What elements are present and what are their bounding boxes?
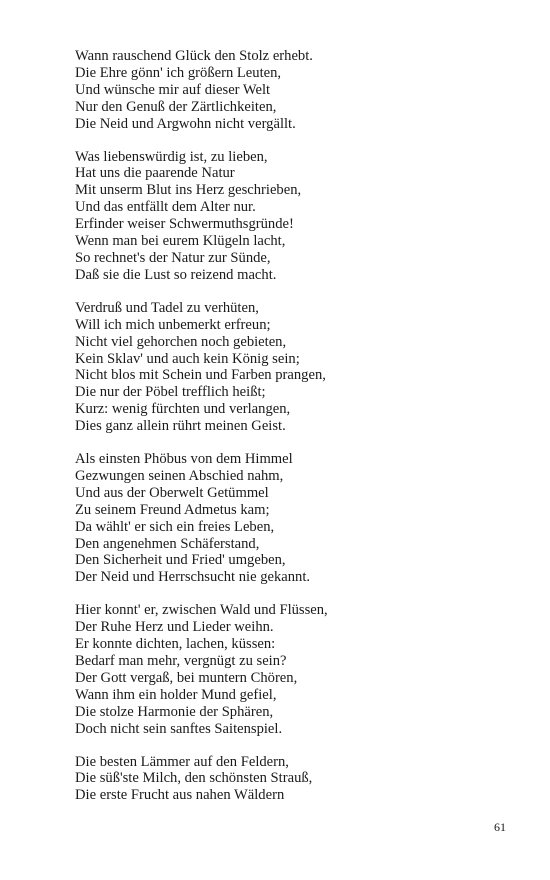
verse-line: Den Sicherheit und Fried' umgeben,	[75, 552, 286, 569]
page-number: 61	[494, 820, 506, 834]
verse-line: Und das entfällt dem Alter nur.	[75, 199, 256, 216]
stanza-5	[75, 602, 515, 737]
verse-line: Kurz: wenig fürchten und verlangen,	[75, 401, 291, 418]
stanza-4	[75, 451, 515, 586]
verse-line: Was liebenswürdig ist, zu lieben,	[75, 148, 268, 165]
verse-line: Verdruß und Tadel zu verhüten,	[75, 299, 259, 316]
verse-line: Erfinder weiser Schwermuthsgründe!	[75, 216, 294, 233]
poem-body	[75, 48, 515, 820]
verse-line: Die stolze Harmonie der Sphären,	[75, 703, 274, 720]
verse-line: Gezwungen seinen Abschied nahm,	[75, 467, 284, 484]
verse-line: Nur den Genuß der Zärtlichkeiten,	[75, 98, 277, 115]
verse-line: Die erste Frucht aus nahen Wäldern	[75, 787, 285, 804]
verse-line: Die Neid und Argwohn nicht vergällt.	[75, 115, 296, 132]
stanza-1	[75, 48, 515, 133]
verse-line: Und aus der Oberwelt Getümmel	[75, 484, 269, 501]
verse-line: Bedarf man mehr, vergnügt zu sein?	[75, 653, 287, 669]
stanza-2	[75, 149, 515, 284]
verse-line: Die Ehre gönn' ich größern Leuten,	[75, 64, 282, 81]
stanza-6	[75, 754, 515, 805]
verse-line: Dies ganz allein rührt meinen Geist.	[75, 418, 286, 435]
verse-line: Nicht blos mit Schein und Farben prangen,	[75, 367, 326, 384]
verse-line: Hier konnt' er, zwischen Wald und Flüssen,	[75, 602, 328, 619]
verse-line: Wann ihm ein holder Mund gefiel,	[75, 686, 277, 703]
verse-line: Die süß'ste Milch, den schönsten Strauß,	[75, 770, 313, 787]
verse-line: Und wünsche mir auf dieser Welt	[75, 81, 271, 98]
verse-line: Mit unserm Blut ins Herz geschrieben,	[75, 182, 302, 199]
verse-line: So rechnet's der Natur zur Sünde,	[75, 249, 271, 266]
verse-line: Der Ruhe Herz und Lieder weihn.	[75, 619, 274, 636]
verse-line: Er konnte dichten, lachen, küssen:	[75, 636, 276, 653]
verse-line: Will ich mich unbemerkt erfreun;	[75, 316, 271, 333]
verse-line: Kein Sklav' und auch kein König sein;	[75, 350, 300, 367]
verse-line: Nicht viel gehorchen noch gebieten,	[75, 333, 287, 350]
stanza-3	[75, 300, 515, 435]
verse-line: Die besten Lämmer auf den Feldern,	[75, 753, 289, 770]
verse-line: Der Neid und Herrschsucht nie gekannt.	[75, 569, 311, 586]
verse-line: Als einsten Phöbus von dem Himmel	[75, 451, 293, 468]
verse-line: Hat uns die paarende Natur	[75, 165, 235, 182]
verse-line: Der Gott vergaß, bei muntern Chören,	[75, 669, 298, 686]
verse-line: Daß sie die Lust so reizend macht.	[75, 266, 277, 283]
verse-line: Zu seinem Freund Admetus kam;	[75, 501, 270, 518]
verse-line: Da wählt' er sich ein freies Leben,	[75, 518, 275, 535]
verse-line: Wenn man bei eurem Klügeln lacht,	[75, 233, 286, 250]
verse-line: Die nur der Pöbel trefflich heißt;	[75, 384, 266, 401]
verse-line: Den angenehmen Schäferstand,	[75, 535, 260, 552]
verse-line: Doch nicht sein sanftes Saitenspiel.	[75, 720, 283, 737]
verse-line: Wann rauschend Glück den Stolz erhebt.	[75, 48, 313, 64]
